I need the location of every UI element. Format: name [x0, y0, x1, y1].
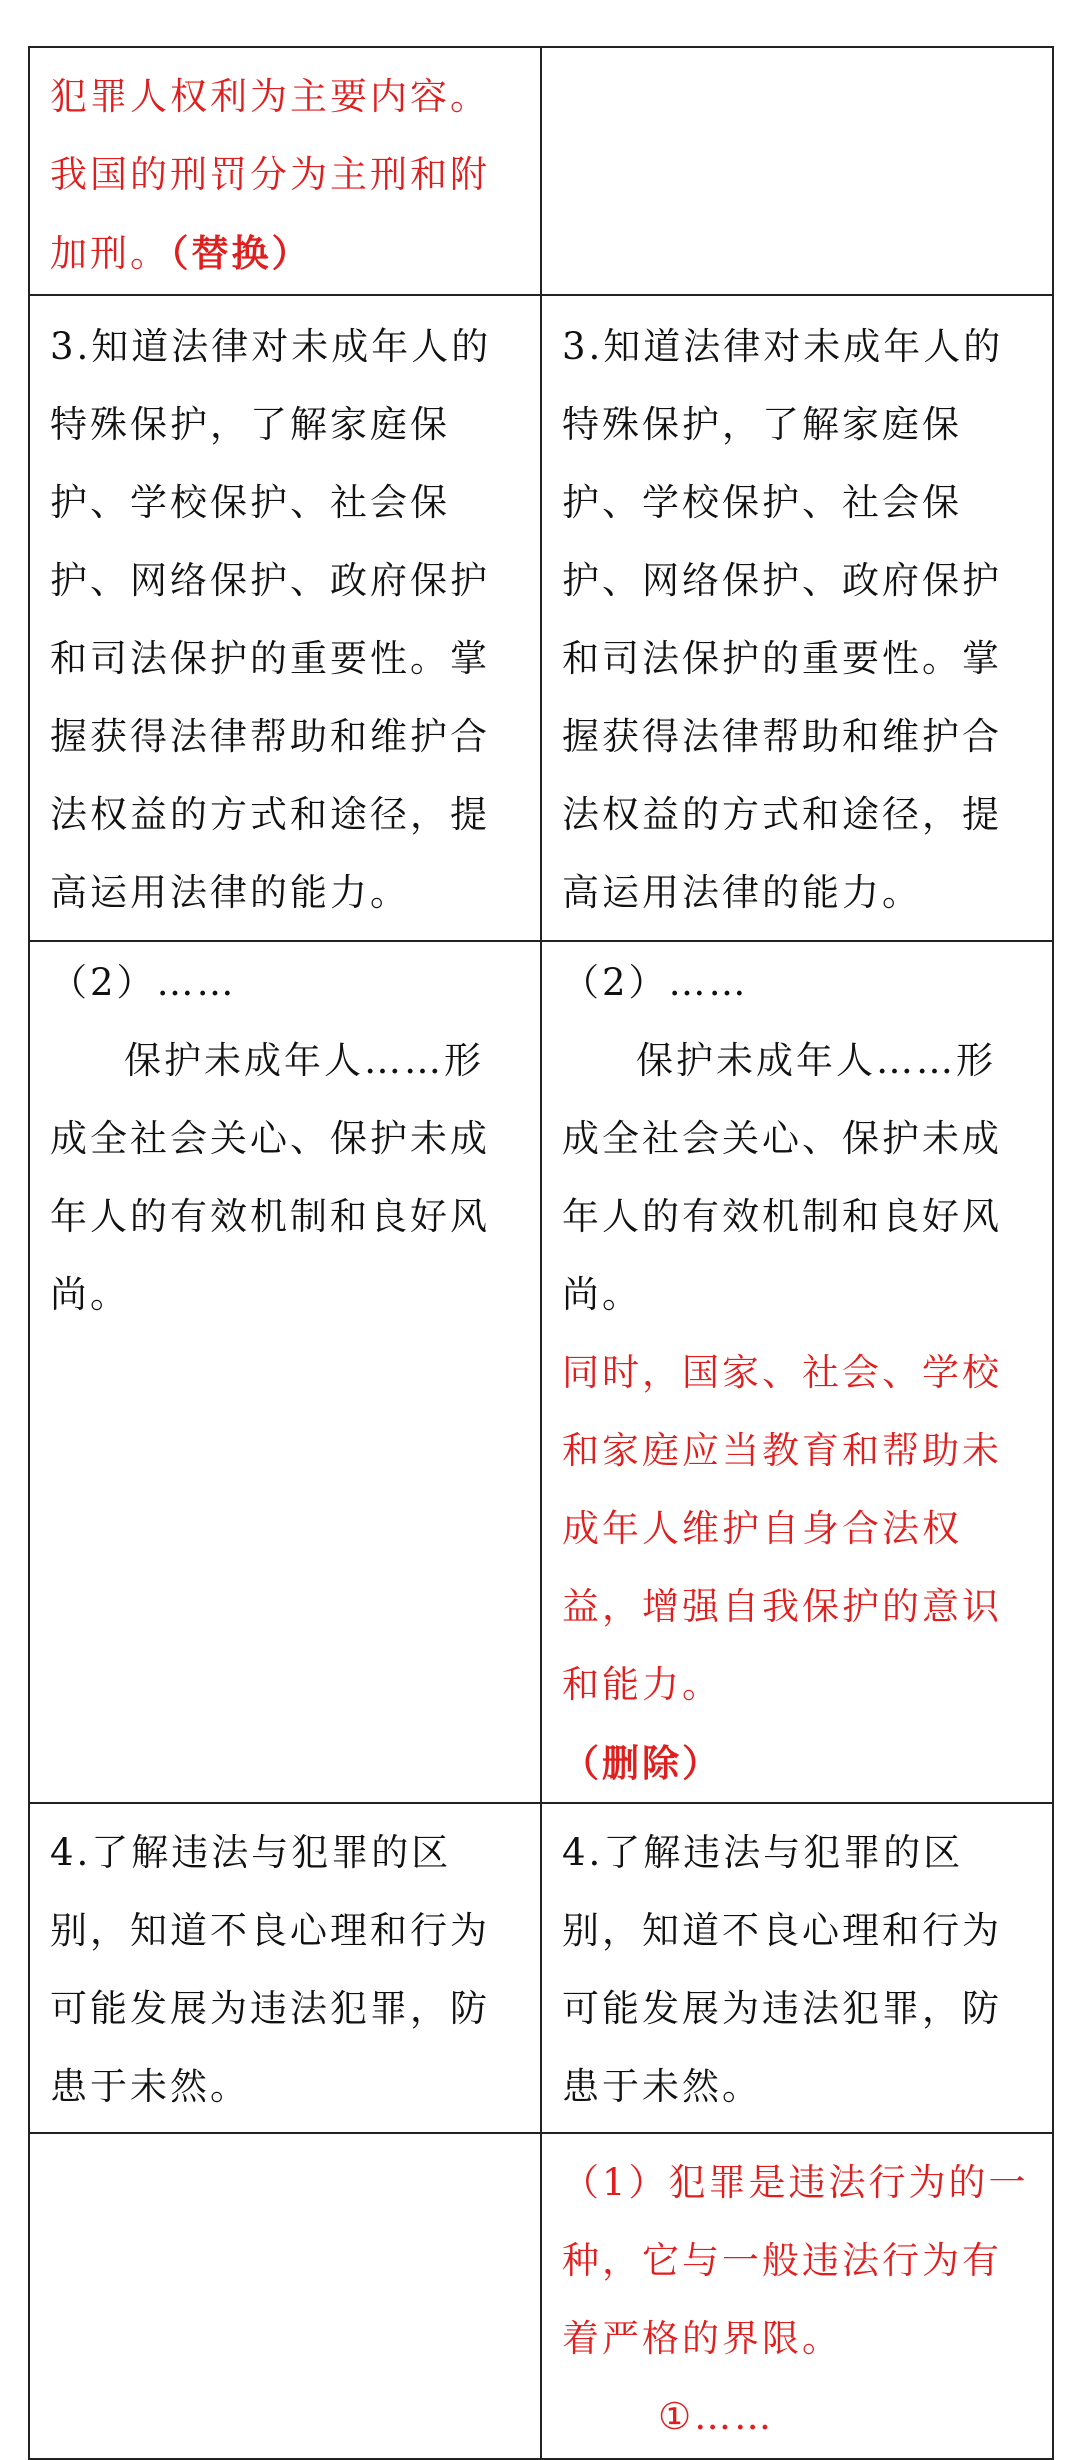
cell-left	[29, 2133, 541, 2459]
cell-left	[29, 941, 541, 1803]
cell-left	[29, 47, 541, 295]
cell-left	[29, 295, 541, 941]
replace-tag: （替换）	[170, 231, 312, 275]
sub-item: ①……	[658, 2395, 775, 2438]
cell-text: 4.了解违法与犯罪的区别，知道不良心理和行为可能发展为违法犯罪，防患于未然。	[562, 1831, 1002, 2108]
cell-right	[541, 295, 1053, 941]
added-text: （1）犯罪是违法行为的一种，它与一般违法行为有着严格的界限。	[562, 2161, 1029, 2360]
delete-tag: （删除）	[562, 1741, 722, 1785]
item-heading: （2）……	[562, 961, 749, 1004]
table-row	[29, 2133, 1053, 2459]
cell-left	[29, 1803, 541, 2133]
cell-text: 保护未成年人……形成全社会关心、保护未成年人的有效机制和良好风尚。	[562, 1039, 1002, 1316]
cell-right	[541, 47, 1053, 295]
table-row	[29, 47, 1053, 295]
table-row	[29, 1803, 1053, 2133]
table-row	[29, 941, 1053, 1803]
deleted-text: 同时，国家、社会、学校和家庭应当教育和帮助未成年人维护自身合法权益，增强自我保护的意识和能力。	[562, 1351, 1002, 1706]
item-heading: （2）……	[50, 961, 237, 1004]
cell-text: 3.知道法律对未成年人的特殊保护，了解家庭保护、学校保护、社会保护、网络保护、政府保护和司法保护的重要性。掌握获得法律帮助和维护合法权益的方式和途径，提高运用法律的能力。	[50, 325, 492, 914]
replaced-text: 犯罪人权利为主要内容。我国的刑罚分为主刑和附加刑。	[50, 75, 490, 275]
cell-right	[541, 941, 1053, 1803]
table-row	[29, 295, 1053, 941]
comparison-table	[28, 46, 1054, 2460]
cell-right	[541, 1803, 1053, 2133]
cell-right	[541, 2133, 1053, 2459]
cell-text: 4.了解违法与犯罪的区别，知道不良心理和行为可能发展为违法犯罪，防患于未然。	[50, 1831, 490, 2108]
cell-text: 保护未成年人……形成全社会关心、保护未成年人的有效机制和良好风尚。	[50, 1039, 490, 1316]
cell-text: 3.知道法律对未成年人的特殊保护，了解家庭保护、学校保护、社会保护、网络保护、政府保护和司法保护的重要性。掌握获得法律帮助和维护合法权益的方式和途径，提高运用法律的能力。	[562, 325, 1004, 914]
